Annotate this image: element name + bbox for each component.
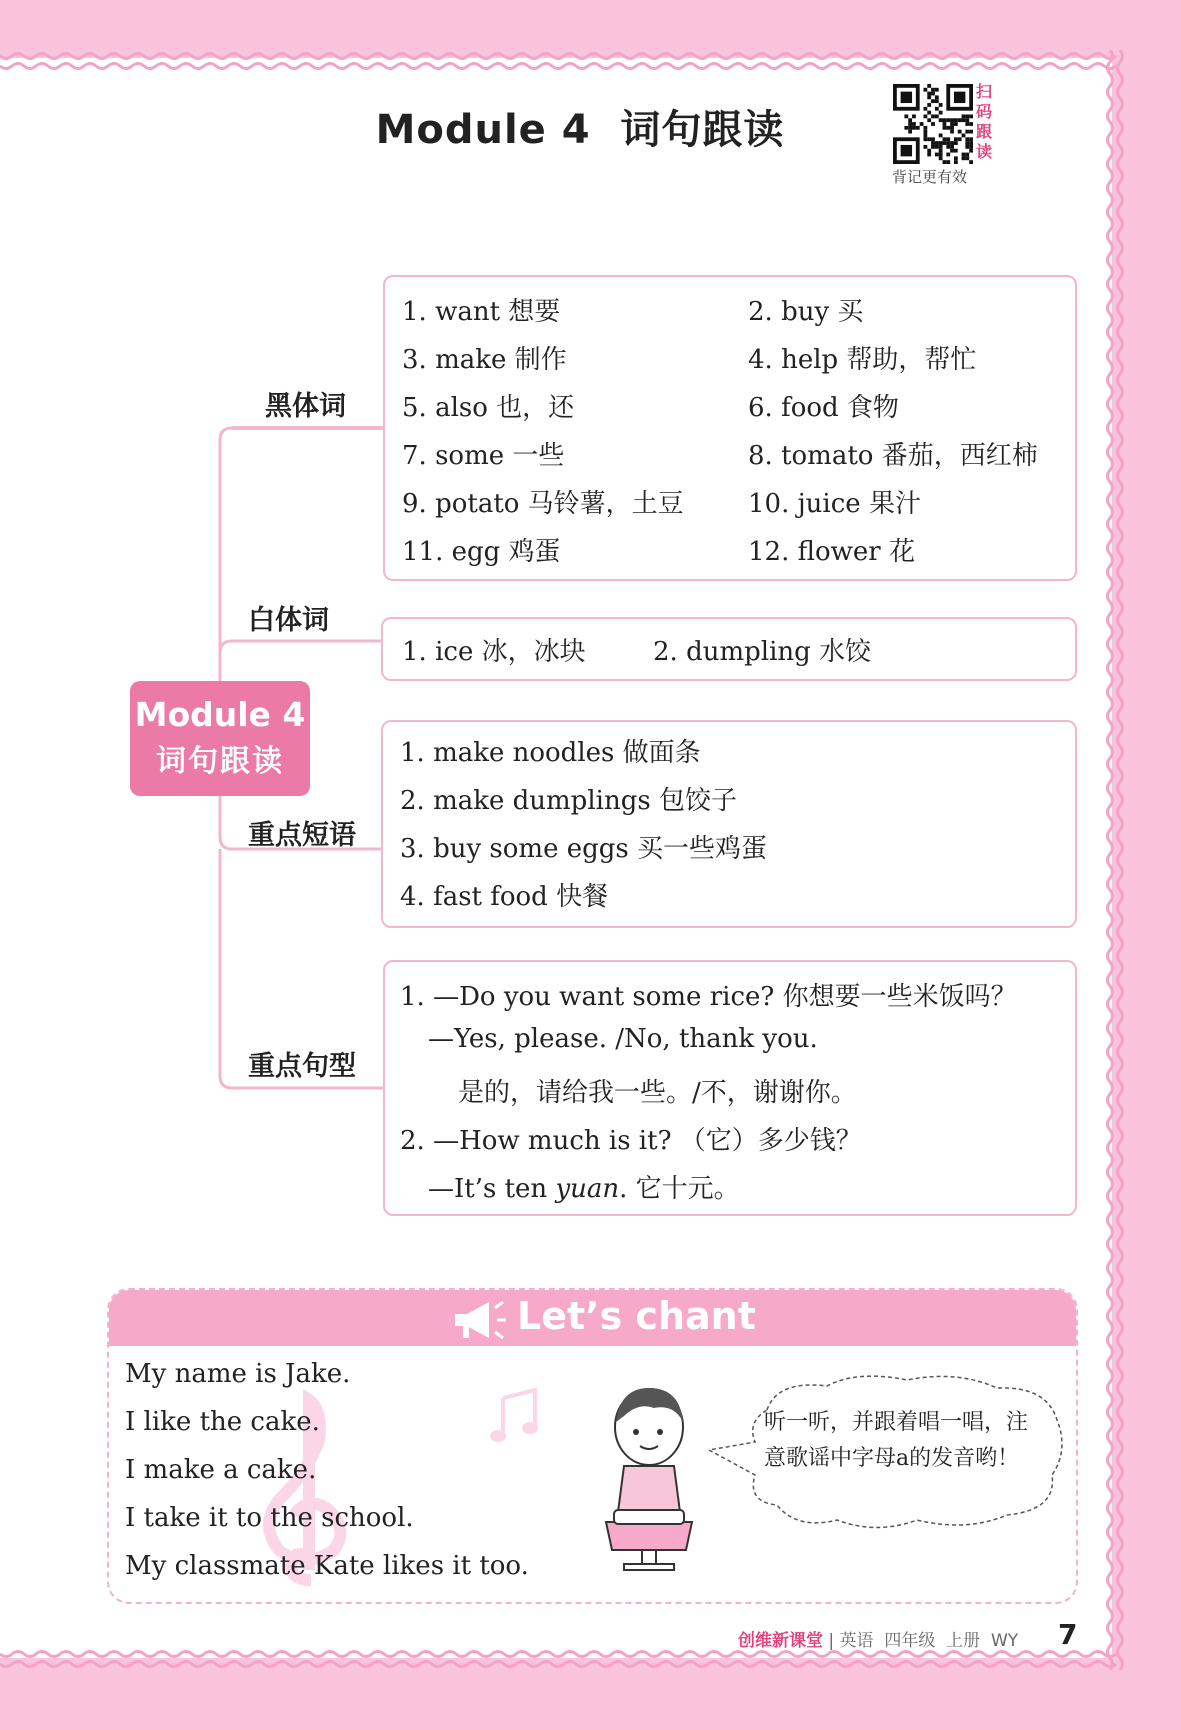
sentence-line: 2. —How much is it? （它）多少钱？ [400, 1126, 862, 1156]
category-phrases: 重点短语 [248, 820, 356, 851]
footer-info [738, 1626, 1018, 1651]
chant-line: I take it to the school. [125, 1503, 414, 1533]
word-item: 11. egg 鸡蛋 [402, 537, 561, 567]
sentence-line [428, 1168, 740, 1205]
megaphone-icon [449, 1298, 507, 1342]
qr-side-label: 扫码跟读 [976, 82, 993, 161]
page-number: 7 [1058, 1618, 1078, 1651]
footer-brand: 创维新课堂 [738, 1631, 823, 1651]
word-item: 1. want 想要 [402, 297, 561, 327]
category-white-words: 白体词 [248, 605, 329, 636]
phrase-item: 4. fast food 快餐 [400, 882, 609, 912]
word-item: 6. food 食物 [748, 393, 899, 423]
page-title: Module 4 词句跟读 [375, 107, 785, 153]
qr-caption: 背记更有效 [892, 168, 968, 186]
center-node-line2: 词句跟读 [156, 744, 284, 779]
phrase-item: 3. buy some eggs 买一些鸡蛋 [400, 834, 767, 864]
chant-section [107, 1288, 1078, 1604]
word-item: 4. help 帮助，帮忙 [748, 345, 977, 375]
boy-with-cake-illustration [594, 1382, 704, 1572]
word-item: 10. juice 果汁 [748, 489, 921, 519]
chant-line: My classmate Kate likes it too. [125, 1551, 529, 1581]
sentence-part: —It’s ten [428, 1174, 556, 1204]
music-note-icon [489, 1386, 549, 1446]
sentence-line: 是的，请给我一些。/不，谢谢你。 [458, 1078, 857, 1108]
phrase-item: 2. make dumplings 包饺子 [400, 786, 737, 816]
chant-line: I like the cake. [125, 1407, 320, 1437]
bubble-line-1: 听一听，并跟着唱一唱，注 [764, 1410, 1029, 1435]
chant-title: Let’s chant [517, 1294, 756, 1338]
footer-divider: | [828, 1631, 840, 1651]
bubble-text [764, 1405, 1028, 1477]
sentence-italic: yuan [555, 1174, 620, 1204]
bubble-line-2: 意歌谣中字母a的发音哟！ [764, 1446, 1020, 1471]
footer-course: 英语 四年级 上册 WY [839, 1631, 1019, 1651]
chant-line: My name is Jake. [125, 1359, 351, 1389]
category-bold-words: 黑体词 [265, 391, 346, 422]
white-words-box [381, 617, 1077, 681]
word-item: 7. some 一些 [402, 441, 565, 471]
word-item: 2. buy 买 [748, 297, 864, 327]
category-sentences: 重点句型 [248, 1051, 356, 1082]
chant-line: I make a cake. [125, 1455, 317, 1485]
sentence-line: —Yes, please. /No, thank you. [428, 1024, 818, 1054]
center-node [130, 681, 310, 796]
word-item: 2. dumpling 水饺 [653, 637, 872, 667]
sentence-part: . 它十元。 [619, 1174, 740, 1204]
word-item: 8. tomato 番茄，西红柿 [748, 441, 1038, 471]
word-item: 12. flower 花 [748, 537, 915, 567]
word-item: 3. make 制作 [402, 345, 567, 375]
word-item: 5. also 也，还 [402, 393, 575, 423]
chant-header [109, 1290, 1076, 1346]
center-node-line1: Module 4 [134, 695, 306, 734]
sentences-box [383, 960, 1077, 1216]
phrase-item: 1. make noodles 做面条 [400, 738, 701, 768]
phrases-box [381, 720, 1077, 928]
word-item: 1. ice 冰，冰块 [402, 637, 586, 667]
bold-words-box [383, 275, 1077, 581]
sentence-line: 1. —Do you want some rice? 你想要一些米饭吗？ [400, 982, 1017, 1012]
word-item: 9. potato 马铃薯，土豆 [402, 489, 684, 519]
